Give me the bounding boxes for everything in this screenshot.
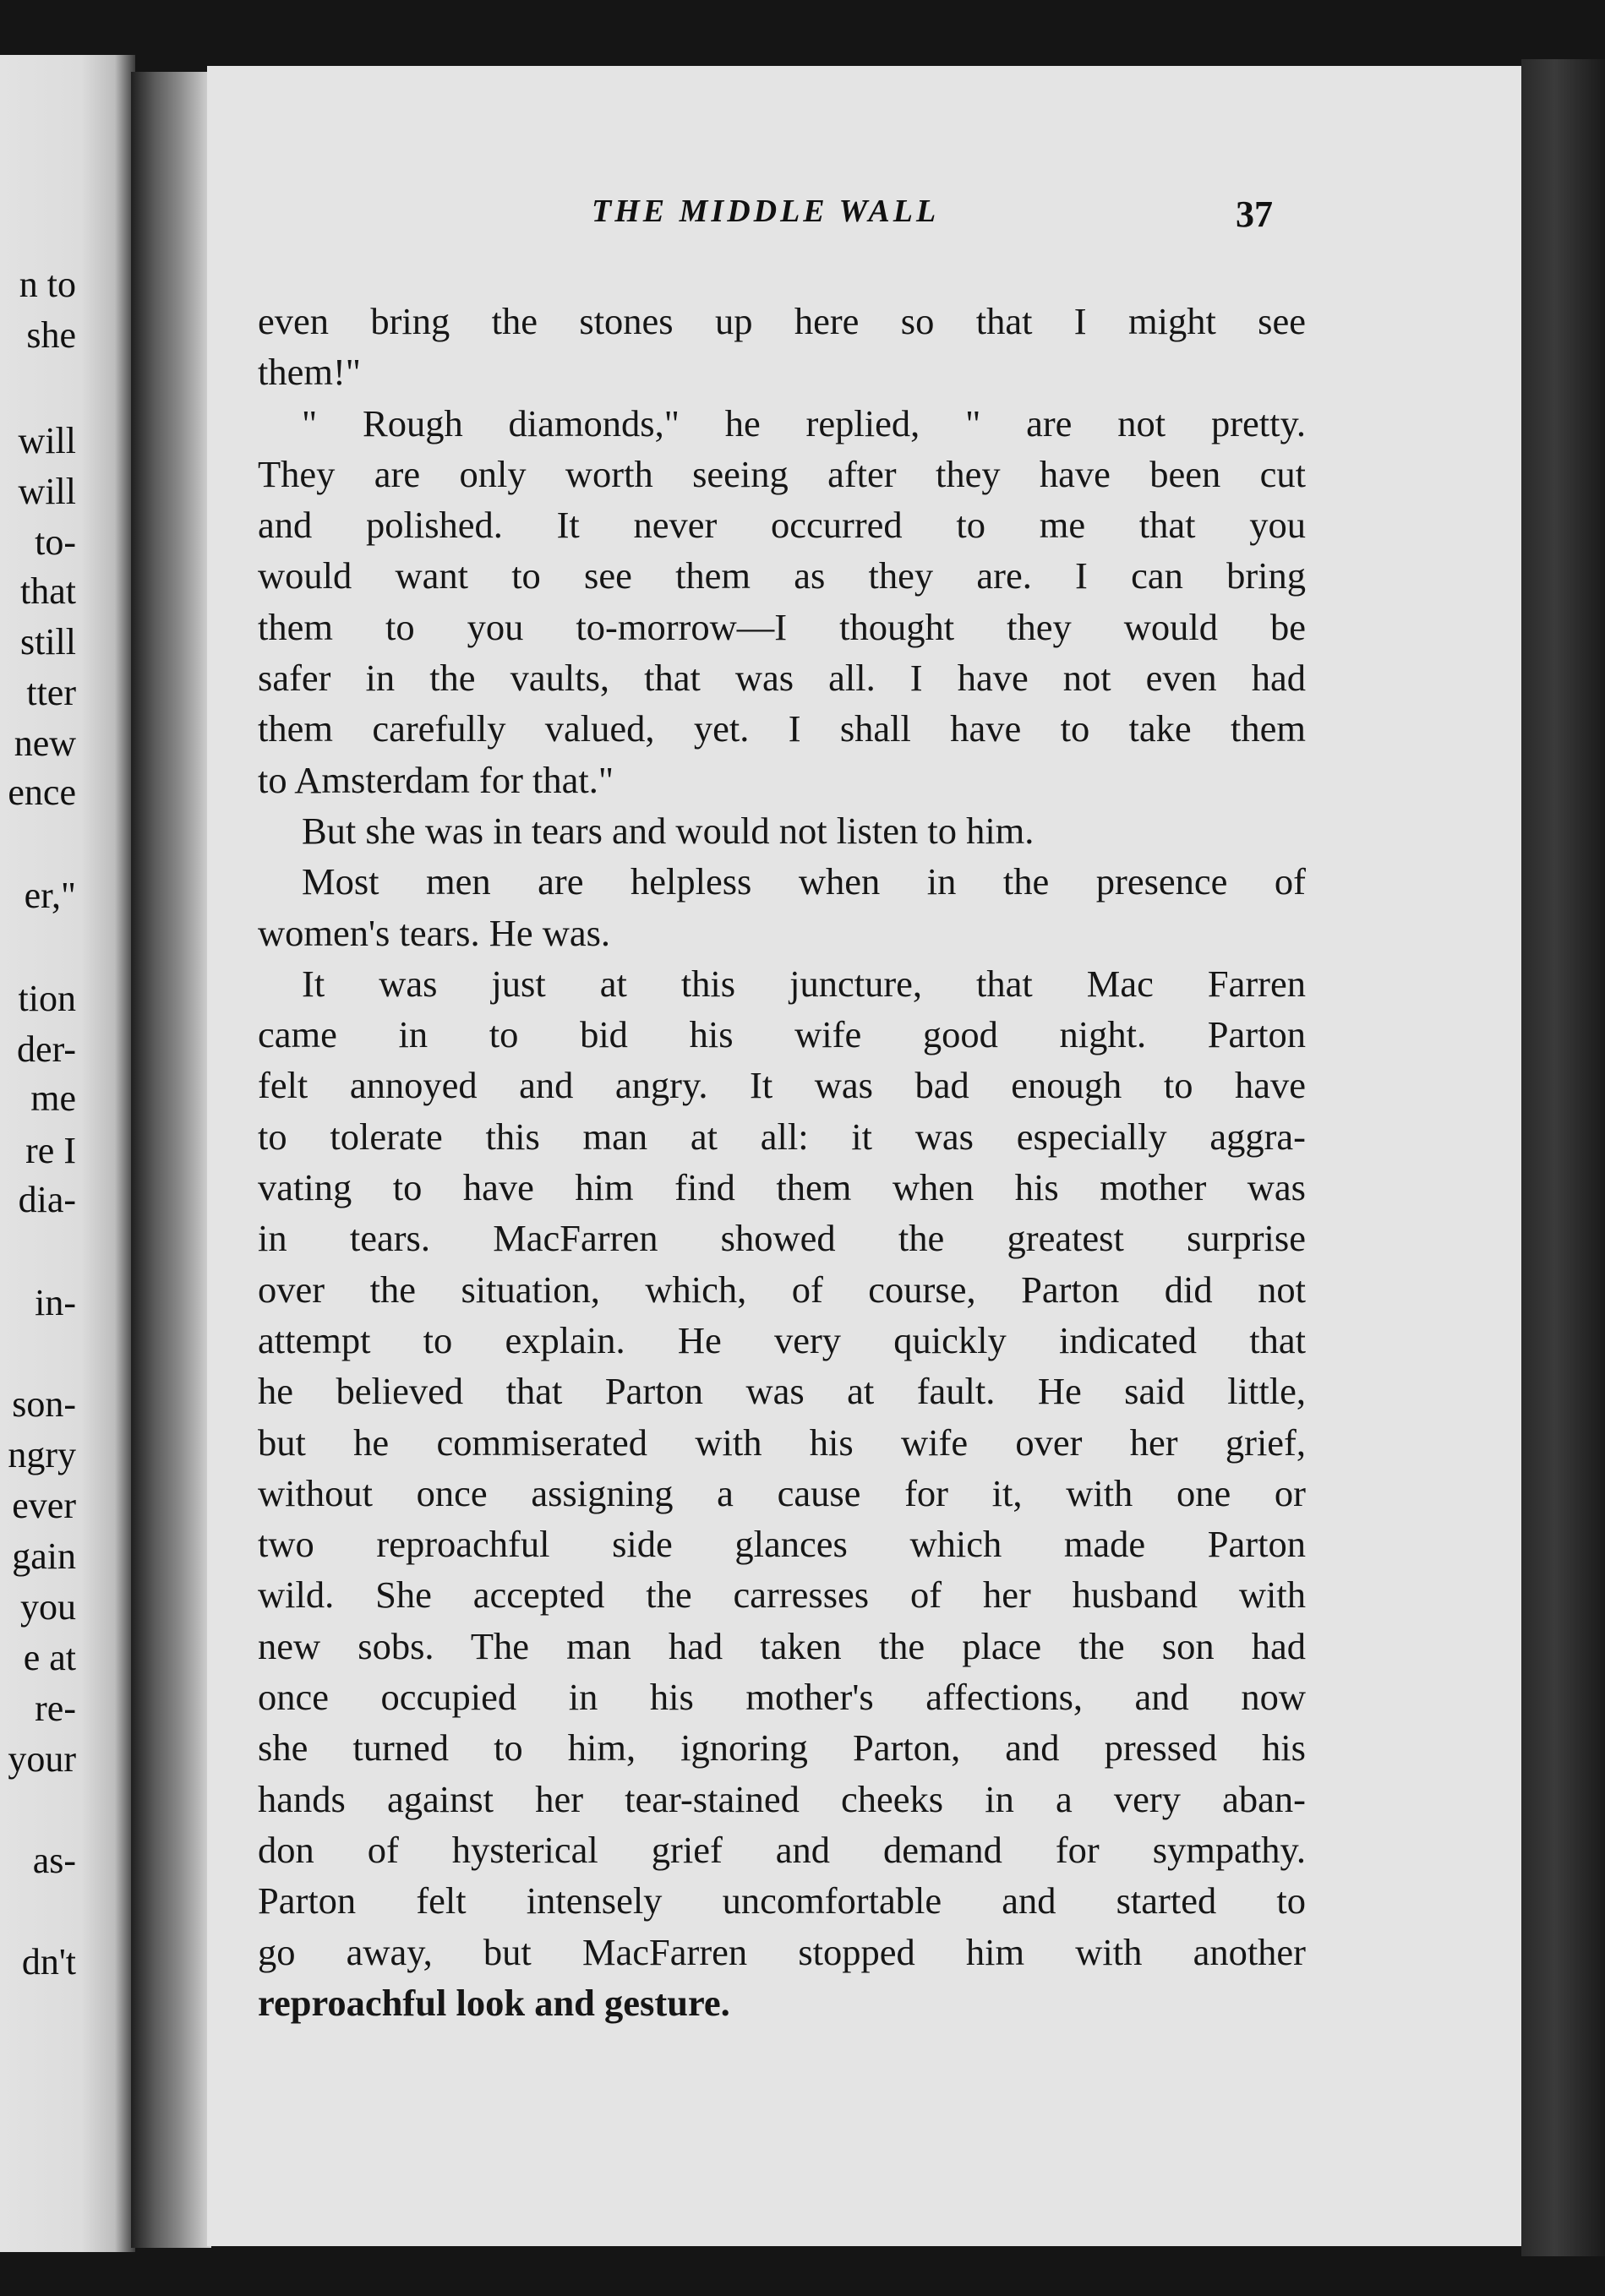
facing-page-line: son-	[12, 1383, 76, 1425]
text-line: once occupied in his mother's affections, and now	[258, 1676, 1306, 1719]
facing-page-line: ever	[12, 1485, 76, 1526]
text-line: safer in the vaults, that was all. I have not even had	[258, 657, 1306, 700]
text-line: attempt to explain. He very quickly indicated that	[258, 1318, 1306, 1361]
text-line: in tears. MacFarren showed the greatest surprise	[258, 1217, 1306, 1260]
facing-page-line: tter	[26, 672, 76, 713]
text-line: and polished. It never occurred to me that you	[258, 504, 1306, 547]
text-line: without once assigning a cause for it, with one or	[258, 1471, 1306, 1514]
text-line: go away, but MacFarren stopped him with another	[258, 1930, 1306, 1973]
text-line: new sobs. The man had taken the place the son had	[258, 1624, 1306, 1667]
text-line: But she was in tears and would not listen to him.	[302, 809, 1035, 852]
facing-page-line: me	[30, 1077, 76, 1119]
facing-page-line: new	[14, 723, 76, 764]
facing-page-line: as-	[32, 1840, 76, 1881]
facing-page-line: your	[8, 1738, 76, 1780]
running-title: THE MIDDLE WALL	[592, 194, 940, 229]
facing-page-line: that	[20, 570, 76, 612]
page-number: 37	[1236, 194, 1273, 235]
book-gutter	[131, 72, 211, 2248]
text-line: he believed that Parton was at fault. He said little,	[258, 1370, 1306, 1413]
text-line: to tolerate this man at all: it was especially aggra-	[258, 1115, 1306, 1158]
text-line: them carefully valued, yet. I shall have to take them	[258, 707, 1306, 750]
text-line: even bring the stones up here so that I might see	[258, 300, 1306, 342]
facing-page-line: in-	[35, 1282, 76, 1323]
facing-page-line: dn't	[21, 1941, 76, 1982]
facing-page-line: re-	[35, 1688, 76, 1729]
facing-page-line: still	[19, 621, 76, 663]
text-line: women's tears. He was.	[258, 911, 611, 954]
text-line: them to you to-morrow—I thought they would be	[258, 605, 1306, 648]
facing-page-line: n to	[19, 264, 76, 305]
text-line: reproachful look and gesture.	[258, 1981, 730, 2024]
text-line: came in to bid his wife good night. Parton	[258, 1013, 1306, 1056]
text-line: she turned to him, ignoring Parton, and pressed his	[258, 1726, 1306, 1770]
body-text	[258, 296, 1306, 2028]
text-line: but he commiserated with his wife over her grief,	[258, 1421, 1306, 1464]
text-line: them!"	[258, 351, 361, 394]
facing-page-line: dia-	[18, 1179, 76, 1220]
text-line: two reproachful side glances which made Parton	[258, 1523, 1306, 1566]
facing-page-line: ence	[8, 772, 76, 813]
facing-page-line: you	[20, 1586, 76, 1628]
text-line: Most men are helpless when in the presence of	[302, 860, 1306, 903]
text-line: to Amsterdam for that."	[258, 758, 614, 801]
facing-page-line: she	[26, 314, 76, 356]
text-line: " Rough diamonds," he replied, " are not pretty.	[302, 401, 1306, 444]
page-edge-shadow	[1521, 59, 1605, 2256]
facing-page-left	[0, 55, 135, 2252]
text-line: felt annoyed and angry. It was bad enough to have	[258, 1064, 1306, 1107]
text-line: vating to have him find them when his mother was	[258, 1166, 1306, 1209]
text-line: would want to see them as they are. I can bring	[258, 554, 1306, 597]
text-line: hands against her tear-stained cheeks in a very aban-	[258, 1777, 1306, 1820]
text-line: Parton felt intensely uncomfortable and started to	[258, 1879, 1306, 1922]
facing-page-line: tion	[18, 978, 76, 1019]
facing-page-line: gain	[12, 1535, 76, 1577]
facing-page-line: will	[18, 420, 76, 461]
facing-page-line: der-	[17, 1028, 76, 1070]
facing-page-line: ngry	[8, 1434, 76, 1475]
text-line: wild. She accepted the carresses of her husband with	[258, 1573, 1306, 1617]
facing-page-line: re I	[25, 1130, 76, 1171]
facing-page-line: e at	[23, 1637, 76, 1678]
text-line: don of hysterical grief and demand for sympathy.	[258, 1828, 1306, 1871]
text-line: over the situation, which, of course, Parton did not	[258, 1268, 1306, 1311]
text-line: They are only worth seeing after they have been cut	[258, 452, 1306, 495]
facing-page-line: er,"	[24, 875, 76, 916]
facing-page-line: will	[18, 471, 76, 512]
text-line: It was just at this juncture, that Mac Farren	[302, 962, 1306, 1005]
facing-page-line: to-	[35, 521, 76, 563]
